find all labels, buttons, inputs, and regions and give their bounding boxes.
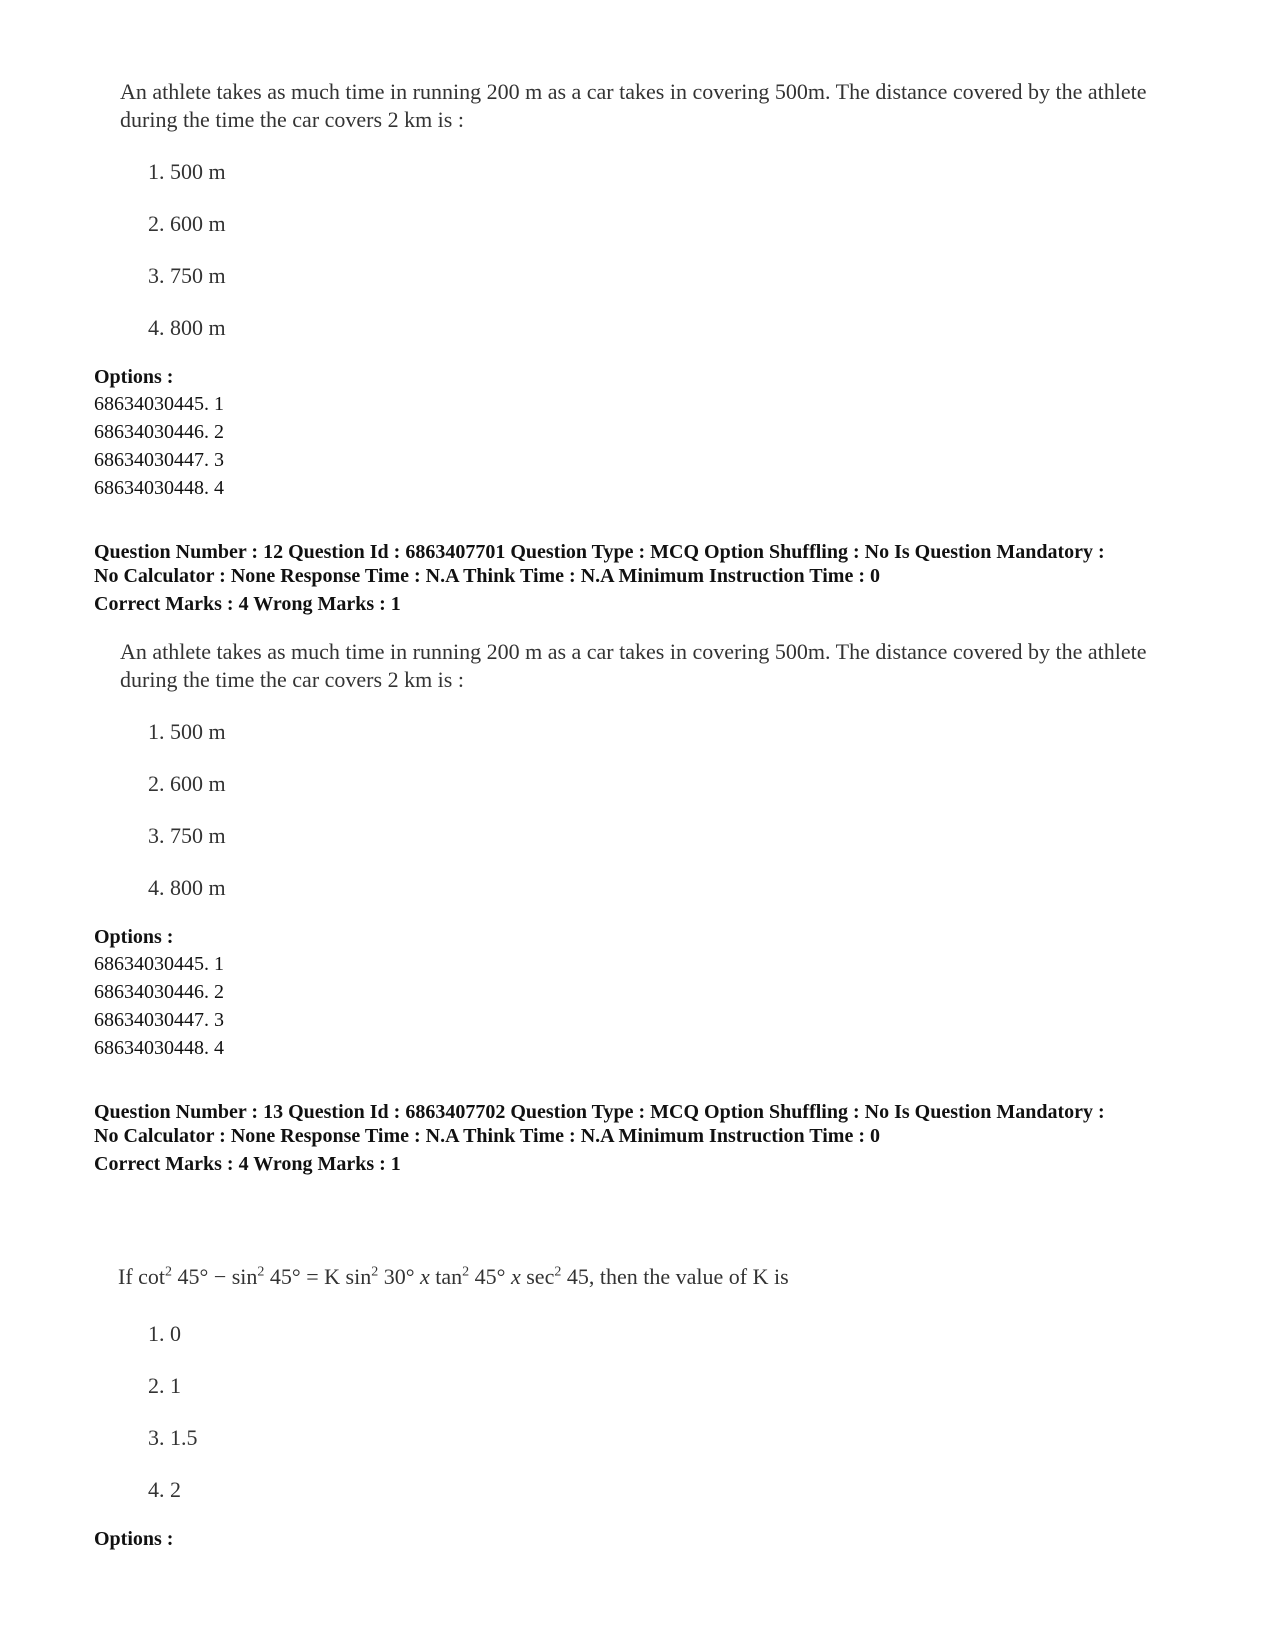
option-id: 68634030448. 4: [94, 1037, 224, 1059]
choice-item: 2. 1: [148, 1373, 181, 1398]
question-meta-line1: Question Number : 13 Question Id : 6863407702 Question Type : MCQ Option Shuffling : No Is Question Mandatory :: [94, 1101, 1105, 1123]
choice-item: 4. 800 m: [148, 875, 226, 900]
choice-item: 1. 0: [148, 1321, 181, 1346]
option-id: 68634030445. 1: [94, 393, 224, 415]
options-heading: Options :: [94, 1528, 174, 1550]
choice-item: 4. 2: [148, 1477, 181, 1502]
choice-item: 2. 600 m: [148, 771, 226, 796]
question-meta-line2: No Calculator : None Response Time : N.A Think Time : N.A Minimum Instruction Time : 0: [94, 565, 880, 587]
choice-item: 3. 750 m: [148, 823, 226, 848]
question-meta-line1: Question Number : 12 Question Id : 6863407701 Question Type : MCQ Option Shuffling : No Is Question Mandatory :: [94, 541, 1105, 563]
question-text: An athlete takes as much time in running 200 m as a car takes in covering 500m. The distance covered by the athlete during the time the car covers 2 km is :: [120, 639, 1147, 692]
question-meta-line2: No Calculator : None Response Time : N.A Think Time : N.A Minimum Instruction Time : 0: [94, 1125, 880, 1147]
option-id: 68634030446. 2: [94, 981, 224, 1003]
choice-item: 1. 500 m: [148, 719, 226, 744]
question-marks: Correct Marks : 4 Wrong Marks : 1: [94, 1153, 401, 1175]
question-text: An athlete takes as much time in running 200 m as a car takes in covering 500m. The distance covered by the athlete during the time the car covers 2 km is :: [120, 79, 1147, 132]
choice-item: 3. 1.5: [148, 1425, 198, 1450]
options-heading: Options :: [94, 366, 174, 388]
option-id: 68634030445. 1: [94, 953, 224, 975]
option-id: 68634030447. 3: [94, 1009, 224, 1031]
choice-item: 4. 800 m: [148, 315, 226, 340]
option-id: 68634030447. 3: [94, 449, 224, 471]
options-heading: Options :: [94, 926, 174, 948]
option-id: 68634030448. 4: [94, 477, 224, 499]
choice-item: 1. 500 m: [148, 159, 226, 184]
question-equation: If $\cot^2 45^\circ - \sin^2 45^\circ = K$ $\sin^2 30^\circ$ x $\tan^2 45^\circ$ x $\sec^2 45$, then the value of K is: [118, 1264, 789, 1289]
option-id: 68634030446. 2: [94, 421, 224, 443]
question-marks: Correct Marks : 4 Wrong Marks : 1: [94, 593, 401, 615]
choice-item: 2. 600 m: [148, 211, 226, 236]
choice-item: 3. 750 m: [148, 263, 226, 288]
